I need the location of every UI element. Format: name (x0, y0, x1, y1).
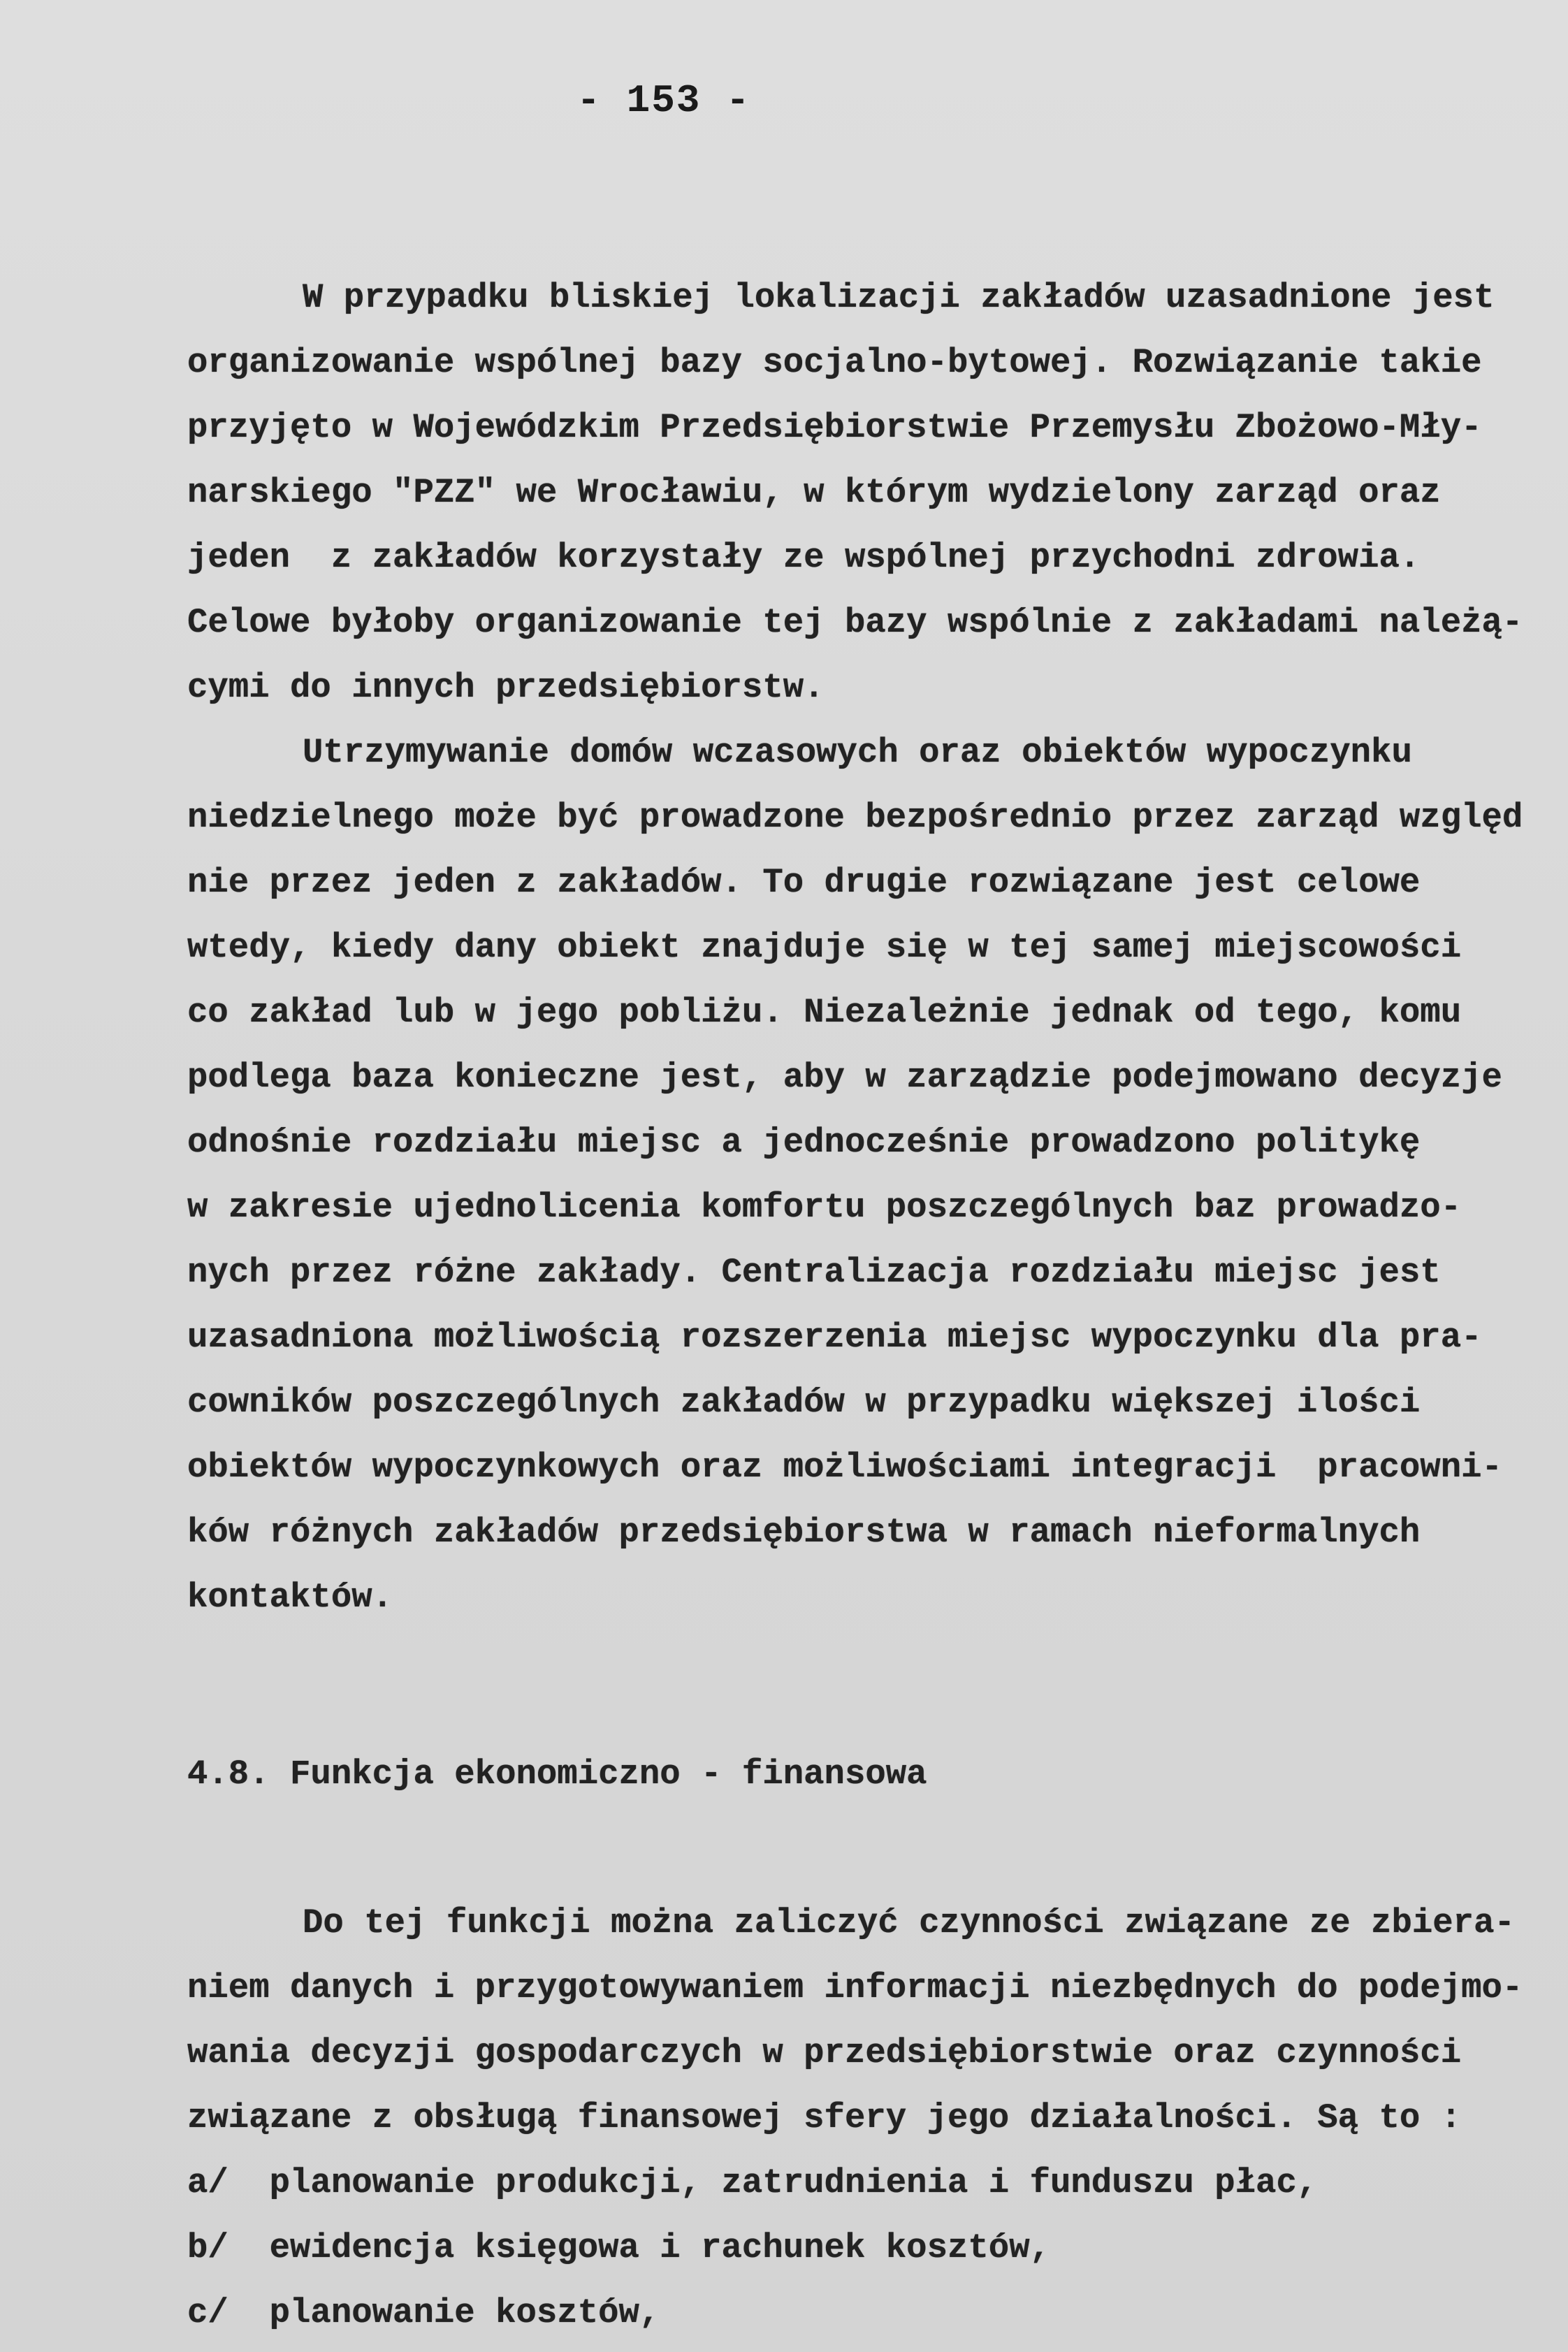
text-line: jeden z zakładów korzystały ze wspólnej przychodni zdrowia. (187, 538, 1421, 577)
text-line: W przypadku bliskiej lokalizacji zakładów uzasadnione jest (303, 278, 1495, 317)
text-line: Do tej funkcji można zaliczyć czynności związane ze zbiera- (303, 1903, 1515, 1943)
text-line: podlega baza konieczne jest, aby w zarządzie podejmowano decyzje (187, 1058, 1502, 1097)
text-line: obiektów wypoczynkowych oraz możliwościami integracji pracowni- (187, 1448, 1502, 1487)
text-line: niedzielnego może być prowadzone bezpośrednio przez zarząd względ (187, 798, 1523, 837)
text-line: w zakresie ujednolicenia komfortu poszczególnych baz prowadzo- (187, 1188, 1462, 1227)
text-line: cowników poszczególnych zakładów w przypadku większej ilości (187, 1383, 1421, 1422)
paragraph-1 (187, 266, 1557, 720)
text-line: cymi do innych przedsiębiorstw. (187, 668, 825, 707)
text-line: Utrzymywanie domów wczasowych oraz obiektów wypoczynku (303, 733, 1412, 772)
paragraph-2 (187, 720, 1557, 1630)
list-item: a/ planowanie produkcji, zatrudnienia i funduszu płac, (187, 2163, 1318, 2202)
page-number: - 153 - (576, 78, 751, 123)
list-item: c/ planowanie kosztów, (187, 2293, 660, 2332)
spacer (187, 1630, 1557, 1742)
text-line: nie przez jeden z zakładów. To drugie rozwiązane jest celowe (187, 863, 1421, 902)
enumerated-list (187, 2151, 1557, 2346)
text-line: związane z obsługą finansowej sfery jego działalności. Są to : (187, 2098, 1462, 2137)
text-line: kontaktów. (187, 1578, 393, 1617)
document-body (187, 266, 1557, 2346)
paragraph-3 (187, 1891, 1557, 2151)
text-line: co zakład lub w jego pobliżu. Niezależnie jednak od tego, komu (187, 993, 1462, 1032)
text-line: Celowe byłoby organizowanie tej bazy wspólnie z zakładami należą- (187, 603, 1523, 642)
text-line: organizowanie wspólnej bazy socjalno-bytowej. Rozwiązanie takie (187, 343, 1482, 382)
text-line: wania decyzji gospodarczych w przedsiębiorstwie oraz czynności (187, 2033, 1462, 2072)
text-line: przyjęto w Wojewódzkim Przedsiębiorstwie Przemysłu Zbożowo-Mły- (187, 408, 1482, 447)
text-line: niem danych i przygotowywaniem informacji niezbędnych do podejmo- (187, 1968, 1523, 2008)
list-item: b/ ewidencja księgowa i rachunek kosztów, (187, 2228, 1051, 2267)
text-line: narskiego "PZZ" we Wrocławiu, w którym wydzielony zarząd oraz (187, 473, 1441, 512)
text-line: nych przez różne zakłady. Centralizacja rozdziału miejsc jest (187, 1253, 1441, 1292)
section-heading: 4.8. Funkcja ekonomiczno - finansowa (187, 1755, 927, 1794)
text-line: uzasadniona możliwością rozszerzenia miejsc wypoczynku dla pra- (187, 1318, 1482, 1357)
text-line: odnośnie rozdziału miejsc a jednocześnie prowadzono politykę (187, 1123, 1421, 1162)
spacer (187, 1807, 1557, 1891)
text-line: wtedy, kiedy dany obiekt znajduje się w tej samej miejscowości (187, 928, 1462, 967)
text-line: ków różnych zakładów przedsiębiorstwa w ramach nieformalnych (187, 1513, 1421, 1552)
